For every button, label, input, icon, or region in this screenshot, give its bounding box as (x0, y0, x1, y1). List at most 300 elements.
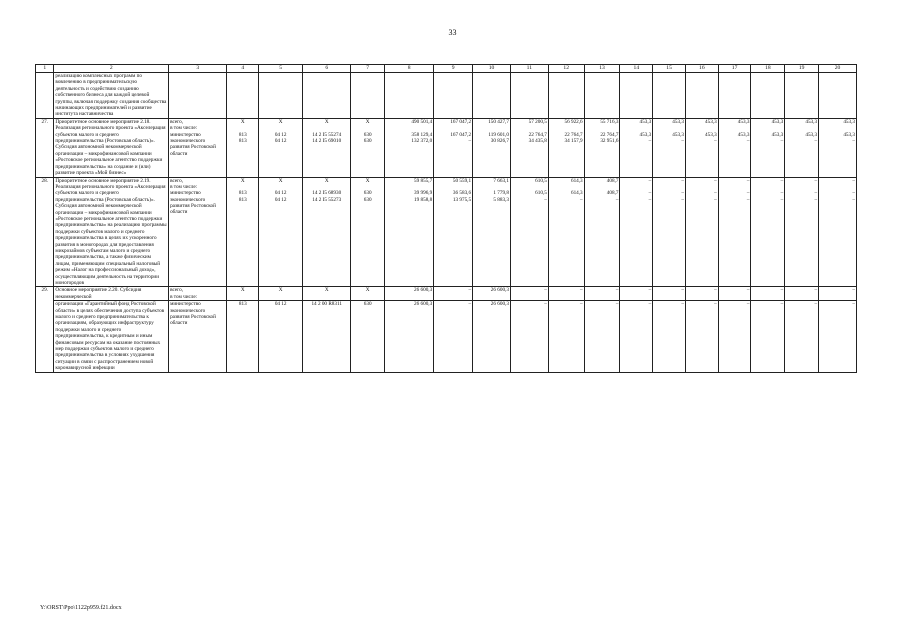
cell-value: – (746, 138, 750, 145)
empty-cell (685, 73, 718, 119)
cell-value: – (648, 190, 652, 197)
cell-value: 614,3 (570, 177, 583, 184)
event-description: Основное мероприятие 2.20. Субсидия некоммерческой (54, 287, 169, 301)
cell-value: – (544, 301, 547, 308)
cell-value (352, 209, 383, 215)
cell-value: – (648, 177, 652, 184)
column-header: 12 (548, 65, 584, 73)
cell-value: 04 12 (274, 301, 287, 308)
cell-value: – (814, 287, 818, 294)
column-header: 17 (718, 65, 751, 73)
cell-value: 1 779,8 (493, 190, 509, 197)
column-header: 2 (54, 65, 169, 73)
executor-cell (169, 301, 227, 372)
cell-value: в том числе: (170, 293, 198, 300)
column-header: 19 (785, 65, 819, 73)
value-cell (510, 177, 548, 287)
value-cell (653, 118, 686, 177)
value-cell (303, 301, 351, 372)
value-cell (718, 287, 751, 301)
cell-value (786, 209, 817, 215)
cell-value: 408,7 (606, 190, 619, 197)
value-cell (718, 301, 751, 372)
cell-value: всего, (170, 118, 184, 125)
cell-value: 813 (238, 190, 247, 197)
executor-cell (169, 118, 227, 177)
empty-cell (510, 73, 548, 119)
empty-cell (169, 73, 227, 119)
value-cell (510, 287, 548, 301)
cell-value: 813 (238, 131, 247, 138)
cell-value: 14 2 I5 68930 (312, 190, 342, 197)
value-cell (434, 301, 473, 372)
empty-cell (351, 73, 385, 119)
value-cell (620, 287, 653, 301)
row-number: 27. (36, 118, 54, 177)
cell-value (687, 209, 717, 215)
empty-cell (751, 73, 785, 119)
value-cell (259, 301, 303, 372)
value-cell (751, 177, 785, 287)
cell-value: – (814, 177, 818, 184)
table-row (36, 177, 857, 287)
budget-table (35, 64, 857, 373)
cell-value: 150 427,7 (488, 118, 509, 125)
value-cell (620, 118, 653, 177)
cell-value: области (170, 209, 188, 216)
row-number: 28. (36, 177, 54, 287)
cell-value: – (852, 177, 855, 184)
value-cell (385, 301, 434, 372)
value-cell (434, 118, 473, 177)
column-header: 4 (227, 65, 259, 73)
cell-value: X (365, 177, 370, 184)
cell-value: – (852, 196, 855, 203)
cell-value: – (648, 301, 652, 308)
cell-value (304, 151, 349, 157)
cell-value: 132 372,0 (411, 138, 433, 145)
cell-value: – (648, 138, 652, 145)
cell-value: 630 (363, 131, 372, 138)
cell-value (621, 320, 651, 326)
row-number (36, 73, 54, 119)
cell-value: – (681, 190, 684, 197)
cell-value: 630 (363, 301, 372, 308)
value-cell (819, 118, 857, 177)
cell-value (260, 320, 301, 326)
cell-value: X (240, 177, 245, 184)
cell-value: 453,3 (805, 118, 818, 125)
cell-value (260, 209, 301, 215)
cell-value: 453,3 (737, 118, 750, 125)
event-description: организации «Гарантийный фонд Ростовской области» в целях обеспечения доступа субъектов малого и среднего предпринимательства к организациям, образующих инфраструктуру поддержки малого и среднего предпринимательства, к кредитным и иным финансовым ресурсам на оказание постоянных мер поддержки субъектов малого и среднего предпринимательства в условиях ухудшения ситуации в связи с распространением новой коронавирусной инфекции (54, 301, 169, 372)
cell-value (260, 151, 301, 157)
column-header: 1 (36, 65, 54, 73)
cell-value: X (278, 177, 283, 184)
cell-value (586, 151, 619, 157)
value-cell (548, 118, 584, 177)
cell-value: – (852, 138, 855, 145)
cell-value (512, 151, 547, 157)
cell-value: – (746, 177, 750, 184)
value-cell (685, 177, 718, 287)
value-cell (685, 301, 718, 372)
cell-value: – (814, 190, 818, 197)
value-cell (685, 287, 718, 301)
cell-value (550, 320, 583, 326)
cell-value: 19 858,8 (414, 196, 433, 203)
value-cell (785, 177, 819, 287)
cell-value: 453,3 (771, 131, 784, 138)
cell-value: – (615, 287, 619, 294)
cell-value: 26 600,3 (414, 301, 433, 308)
cell-value: 630 (363, 190, 372, 197)
cell-value (304, 209, 349, 215)
column-header: 14 (620, 65, 653, 73)
cell-value: 453,3 (639, 118, 652, 125)
cell-value (474, 209, 509, 215)
cell-value: 26 600,3 (490, 301, 509, 308)
value-cell (434, 177, 473, 287)
value-cell (653, 177, 686, 287)
cell-value: 5 883,3 (493, 196, 509, 203)
value-cell (473, 118, 511, 177)
cell-value: министерство (170, 190, 201, 197)
cell-value: – (681, 177, 684, 184)
cell-value: 358 129,4 (411, 131, 433, 138)
value-cell (303, 118, 351, 177)
cell-value: – (714, 301, 717, 308)
cell-value: 22 764,7 (528, 131, 547, 138)
value-cell (510, 118, 548, 177)
cell-value (720, 320, 750, 326)
empty-cell (434, 73, 473, 119)
cell-value: 167 047,2 (450, 118, 472, 125)
cell-value: 813 (238, 138, 247, 145)
cell-value: 813 (238, 301, 247, 308)
cell-value: 39 996,9 (414, 190, 433, 197)
cell-value (435, 209, 471, 215)
cell-value: X (278, 287, 283, 294)
cell-value: 453,3 (705, 131, 717, 138)
cell-value: экономического (170, 196, 206, 203)
empty-cell (473, 73, 511, 119)
empty-cell (620, 73, 653, 119)
cell-value (228, 151, 257, 157)
empty-cell (653, 73, 686, 119)
cell-value: 490 501,4 (411, 118, 433, 125)
value-cell (548, 177, 584, 287)
cell-value: X (324, 118, 329, 125)
cell-value: министерство (170, 131, 201, 138)
cell-value: 453,3 (705, 118, 717, 125)
cell-value (352, 151, 383, 157)
table-row (36, 301, 857, 372)
cell-value: министерство (170, 301, 201, 308)
cell-value (820, 320, 855, 326)
value-cell (785, 287, 819, 301)
cell-value (586, 209, 619, 215)
cell-value: экономического (170, 307, 206, 314)
column-header: 20 (819, 65, 857, 73)
cell-value (474, 320, 509, 326)
cell-value (786, 151, 817, 157)
cell-value: – (780, 287, 784, 294)
cell-value: – (681, 301, 684, 308)
cell-value: – (780, 301, 784, 308)
cell-value: 34 157,9 (564, 138, 583, 145)
cell-value: – (544, 196, 547, 203)
column-header: 13 (584, 65, 620, 73)
cell-value: – (714, 196, 717, 203)
cell-value: 630 (363, 138, 372, 145)
value-cell (620, 301, 653, 372)
value-cell (259, 118, 303, 177)
cell-value: X (240, 118, 245, 125)
column-header: 11 (510, 65, 548, 73)
cell-value (435, 151, 471, 157)
cell-value (820, 151, 855, 157)
cell-value (550, 209, 583, 215)
cell-value (228, 320, 257, 326)
cell-value: 453,3 (639, 131, 652, 138)
event-description: реализацию комплексных программ по вовлечению в предпринимательскую деятельность и содействию созданию собственного бизнеса для каждой целевой группы, включая поддержку создания сообщества начинающих предпринимателей и развитие института наставничества (54, 73, 169, 119)
cell-value (687, 320, 717, 326)
cell-value: развития Ростовской (170, 314, 216, 320)
empty-cell (227, 73, 259, 119)
row-number: 29. (36, 287, 54, 372)
value-cell (584, 287, 620, 301)
value-cell (351, 301, 385, 372)
cell-value: всего, (170, 287, 184, 294)
cell-value: X (240, 287, 245, 294)
value-cell (751, 118, 785, 177)
value-cell (584, 118, 620, 177)
value-cell (751, 301, 785, 372)
value-cell (227, 177, 259, 287)
cell-value: 04 12 (274, 138, 287, 145)
cell-value (621, 151, 651, 157)
cell-value: – (681, 138, 684, 145)
cell-value: 14 2 00 R8311 (311, 301, 342, 308)
cell-value: X (365, 287, 370, 294)
header-row (36, 65, 857, 73)
cell-value: 56 922,6 (564, 118, 583, 125)
column-header: 10 (473, 65, 511, 73)
cell-value: 55 716,3 (600, 118, 619, 125)
cell-value: – (681, 287, 684, 294)
value-cell (819, 177, 857, 287)
cell-value: – (714, 190, 717, 197)
empty-cell (718, 73, 751, 119)
cell-value: X (324, 177, 329, 184)
value-cell (584, 301, 620, 372)
cell-value: 14 2 I5 55273 (312, 196, 342, 203)
value-cell (819, 287, 857, 301)
cell-value: в том числе: (170, 183, 198, 190)
value-cell (548, 287, 584, 301)
cell-value: – (780, 196, 784, 203)
cell-value: 22 764,7 (564, 131, 583, 138)
cell-value: 610,5 (535, 190, 547, 197)
cell-value: экономического (170, 138, 206, 145)
value-cell (385, 287, 434, 301)
cell-value (550, 151, 583, 157)
value-cell (785, 301, 819, 372)
cell-value: 453,3 (843, 131, 855, 138)
cell-value: 408,7 (606, 177, 619, 184)
cell-value: – (714, 177, 717, 184)
cell-value: 14 2 I5 69010 (312, 138, 342, 145)
cell-value (512, 320, 547, 326)
empty-cell (548, 73, 584, 119)
cell-value (621, 209, 651, 215)
cell-value (474, 151, 509, 157)
value-cell (785, 118, 819, 177)
cell-value (386, 320, 432, 326)
event-description: Приоритетное основное мероприятие 2.18. Реализация регионального проекта «Акселерация субъектов малого и среднего предпринимательства (Ростовская область)». Субсидия автономной некоммерческой организации – микрофинансовой компании «Ростовское региональное агентство поддержки предпринимательства» на создание и (или) развитие проекта «Мой бизнес» (54, 118, 169, 177)
cell-value: 14 2 I5 55274 (312, 131, 342, 138)
value-cell (227, 118, 259, 177)
cell-value: 04 12 (274, 190, 287, 197)
code-cell (351, 287, 385, 301)
value-cell (303, 177, 351, 287)
cell-value: 59 855,7 (414, 177, 433, 184)
column-header: 16 (685, 65, 718, 73)
cell-value: – (580, 301, 583, 308)
value-cell (751, 287, 785, 301)
cell-value: – (468, 287, 472, 294)
value-cell (473, 287, 511, 301)
cell-value: развития Ростовской (170, 203, 216, 210)
value-cell (584, 177, 620, 287)
cell-value (386, 151, 432, 157)
table-row (36, 73, 857, 119)
cell-value: 7 663,1 (493, 177, 509, 184)
cell-value: 453,3 (843, 118, 855, 125)
cell-value (752, 151, 783, 157)
value-cell (718, 118, 751, 177)
cell-value (512, 209, 547, 215)
cell-value: – (681, 196, 684, 203)
table-row (36, 118, 857, 177)
value-cell (473, 177, 511, 287)
cell-value: 50 559,1 (452, 177, 472, 184)
cell-value (720, 151, 750, 157)
cell-value: – (615, 196, 619, 203)
cell-value: – (814, 196, 818, 203)
cell-value: – (780, 190, 784, 197)
cell-value: – (648, 287, 652, 294)
cell-value (435, 320, 471, 326)
cell-value: 26 600,3 (414, 287, 433, 294)
cell-value: 32 951,6 (600, 138, 619, 145)
cell-value: – (544, 287, 547, 294)
cell-value (720, 209, 750, 215)
cell-value: 453,3 (672, 131, 684, 138)
cell-value: X (278, 118, 283, 125)
empty-cell (584, 73, 620, 119)
cell-value: 453,3 (771, 118, 784, 125)
footer-file-path: Y:\ORST\Ppo\1122p959.f21.docx (40, 605, 122, 611)
cell-value: – (714, 138, 717, 145)
empty-cell (819, 73, 857, 119)
cell-value: 30 826,7 (490, 138, 509, 145)
cell-value: X (365, 118, 370, 125)
column-header: 7 (351, 65, 385, 73)
cell-value (752, 320, 783, 326)
value-cell (351, 177, 385, 287)
cell-value: – (468, 138, 472, 145)
cell-value: – (852, 287, 855, 294)
cell-value: области (170, 150, 188, 157)
table-row (36, 287, 857, 301)
value-cell (653, 301, 686, 372)
column-header: 5 (259, 65, 303, 73)
page-number: 33 (448, 28, 457, 37)
cell-value: 34 435,8 (528, 138, 547, 145)
cell-value: – (814, 138, 818, 145)
value-cell (718, 177, 751, 287)
cell-value: – (648, 196, 652, 203)
cell-value: – (780, 177, 784, 184)
cell-value: – (746, 287, 750, 294)
cell-value: – (780, 138, 784, 145)
column-header: 9 (434, 65, 473, 73)
cell-value: 26 600,3 (490, 287, 509, 294)
cell-value (752, 209, 783, 215)
cell-value: – (814, 301, 818, 308)
cell-value: 630 (363, 196, 372, 203)
cell-value: 167 047,2 (450, 131, 472, 138)
value-cell (653, 287, 686, 301)
value-cell (351, 118, 385, 177)
code-cell (259, 287, 303, 301)
executor-cell (169, 177, 227, 287)
code-cell (303, 287, 351, 301)
cell-value (228, 209, 257, 215)
column-header: 18 (751, 65, 785, 73)
cell-value: – (746, 196, 750, 203)
column-header: 3 (169, 65, 227, 73)
cell-value (654, 209, 684, 215)
cell-value: 119 601,0 (488, 131, 509, 138)
value-cell (548, 301, 584, 372)
value-cell (620, 177, 653, 287)
value-cell (385, 118, 434, 177)
column-header: 8 (385, 65, 434, 73)
cell-value: 22 764,7 (600, 131, 619, 138)
cell-value: 813 (238, 196, 247, 203)
cell-value: 36 583,6 (452, 190, 472, 197)
empty-cell (785, 73, 819, 119)
cell-value: – (615, 301, 619, 308)
cell-value (820, 209, 855, 215)
cell-value: 13 975,5 (452, 196, 472, 203)
event-description: Приоритетное основное мероприятие 2.19. Реализация регионального проекта «Акселерация субъектов малого и среднего предпринимательства (Ростовская область)». Субсидия автономной некоммерческой организации – микрофинансовой компании «Ростовское региональное агентство поддержки предпринимательства» на реализацию программы поддержки субъектов малого и среднего предпринимательства в целях их ускоренного развития в моногородах для предоставления микрозаймов субъектам малого и среднего предпринимательства, а также физическим лицам, применяющим специальный налоговый режим «Налог на профессиональный доход», осуществляющим деятельность на территории моногородов (55, 177, 167, 286)
value-cell (434, 287, 473, 301)
cell-value (386, 209, 432, 215)
cell-value (687, 151, 717, 157)
cell-value (654, 151, 684, 157)
cell-value: в том числе: (170, 125, 198, 132)
cell-value: – (714, 287, 717, 294)
cell-value: 04 12 (274, 196, 287, 203)
cell-value (304, 320, 349, 326)
value-cell (385, 177, 434, 287)
cell-value (654, 320, 684, 326)
cell-value: 614,3 (570, 190, 583, 197)
